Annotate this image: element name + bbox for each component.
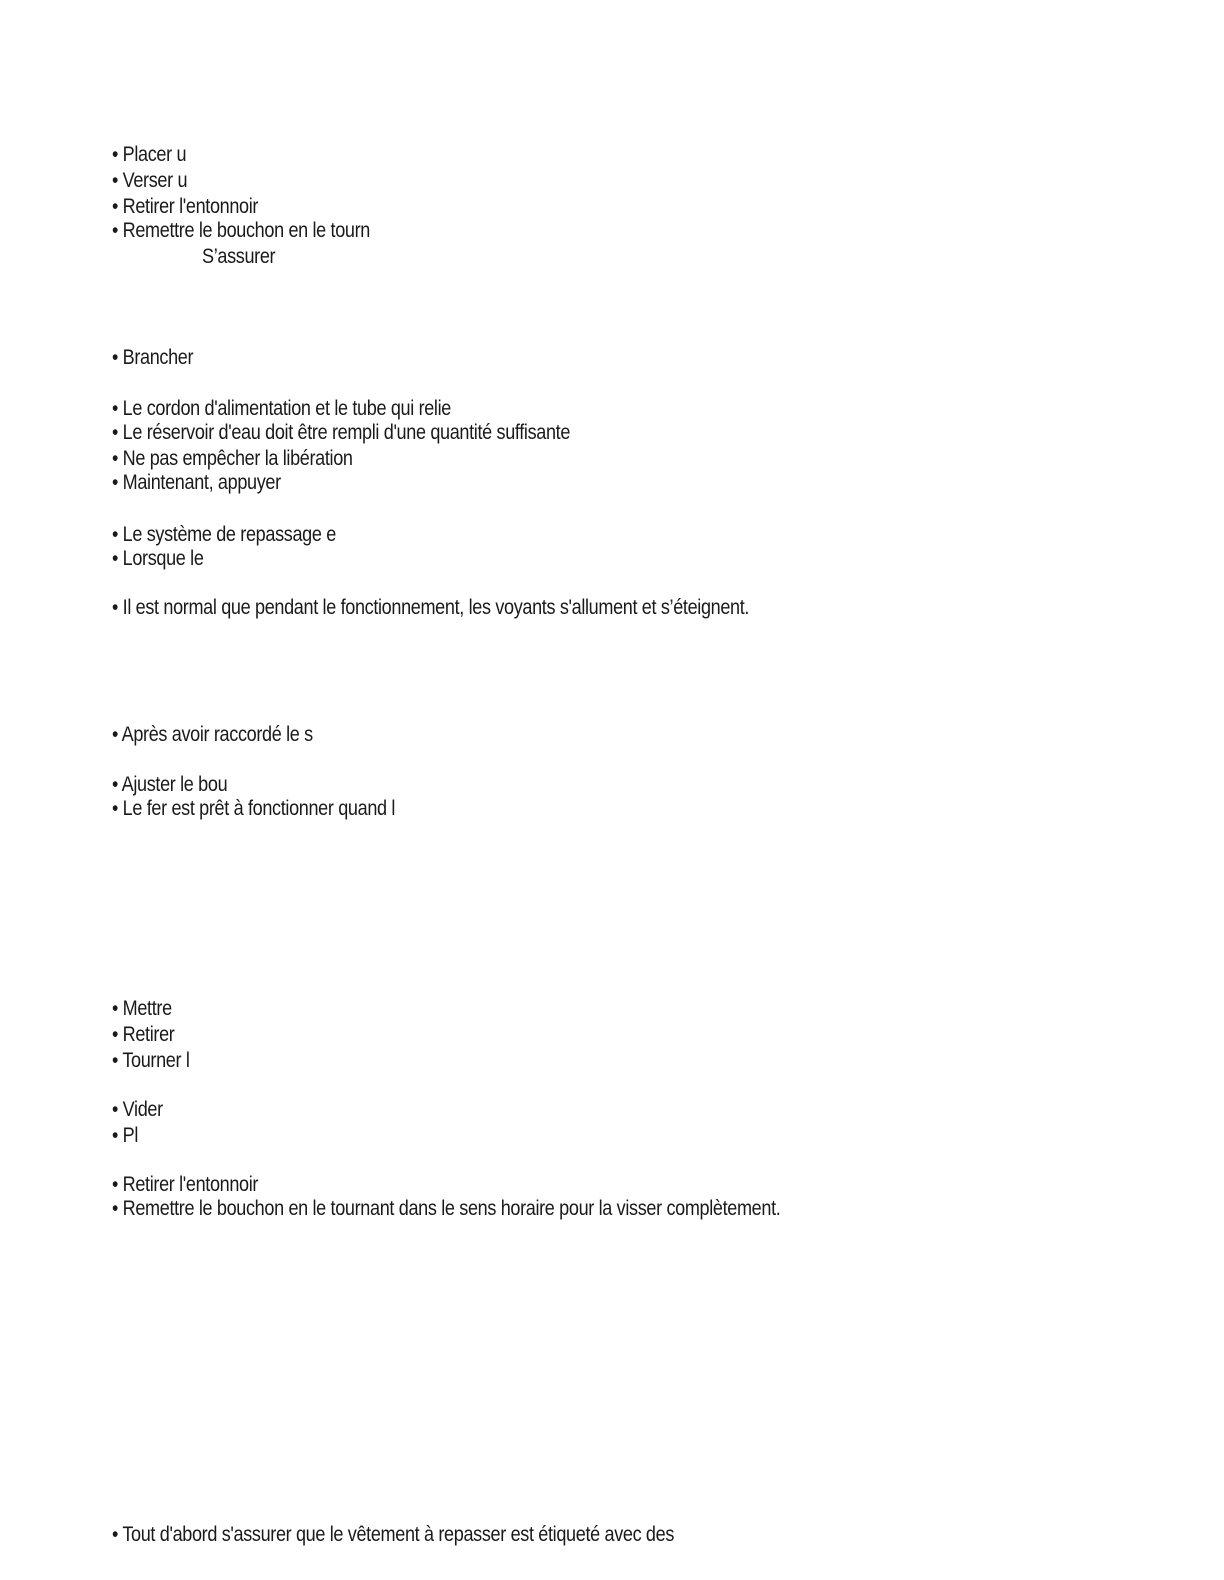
bullet-line: • Tourner l xyxy=(112,1049,190,1072)
bullet-line: • Vider xyxy=(112,1098,163,1121)
bullet-line: • Retirer xyxy=(112,1023,175,1046)
bullet-line: • Lorsque le xyxy=(112,547,204,570)
bullet-line: • Après avoir raccordé le s xyxy=(112,723,313,746)
note-line: S’assurer xyxy=(202,245,276,268)
bullet-line: • Retirer l'entonnoir xyxy=(112,1173,259,1196)
bullet-line: • Le cordon d'alimentation et le tube qui relie xyxy=(112,397,451,420)
bullet-line: • Maintenant, appuyer xyxy=(112,471,281,494)
bullet-line: • Le fer est prêt à fonctionner quand l xyxy=(112,797,396,820)
bullet-line: • Remettre le bouchon en le tournant dans le sens horaire pour la visser complètement. xyxy=(112,1197,781,1220)
bullet-line: • Il est normal que pendant le fonctionnement, les voyants s'allument et s’éteignent. xyxy=(112,596,750,619)
bullet-line: • Le réservoir d'eau doit être rempli d'une quantité suffisante xyxy=(112,421,571,444)
bullet-line: • Ne pas empêcher la libération xyxy=(112,447,353,470)
bullet-line: • Brancher xyxy=(112,346,194,369)
bullet-line: • Tout d'abord s'assurer que le vêtement à repasser est étiqueté avec des xyxy=(112,1523,675,1546)
bullet-line: • Ajuster le bou xyxy=(112,773,228,796)
bullet-line: • Retirer l'entonnoir xyxy=(112,195,259,218)
bullet-line: • Mettre xyxy=(112,997,172,1020)
bullet-line: • Pl xyxy=(112,1124,139,1147)
bullet-line: • Placer u xyxy=(112,143,187,166)
bullet-line: • Verser u xyxy=(112,169,188,192)
bullet-line: • Le système de repassage e xyxy=(112,523,336,546)
bullet-line: • Remettre le bouchon en le tourn xyxy=(112,219,371,242)
